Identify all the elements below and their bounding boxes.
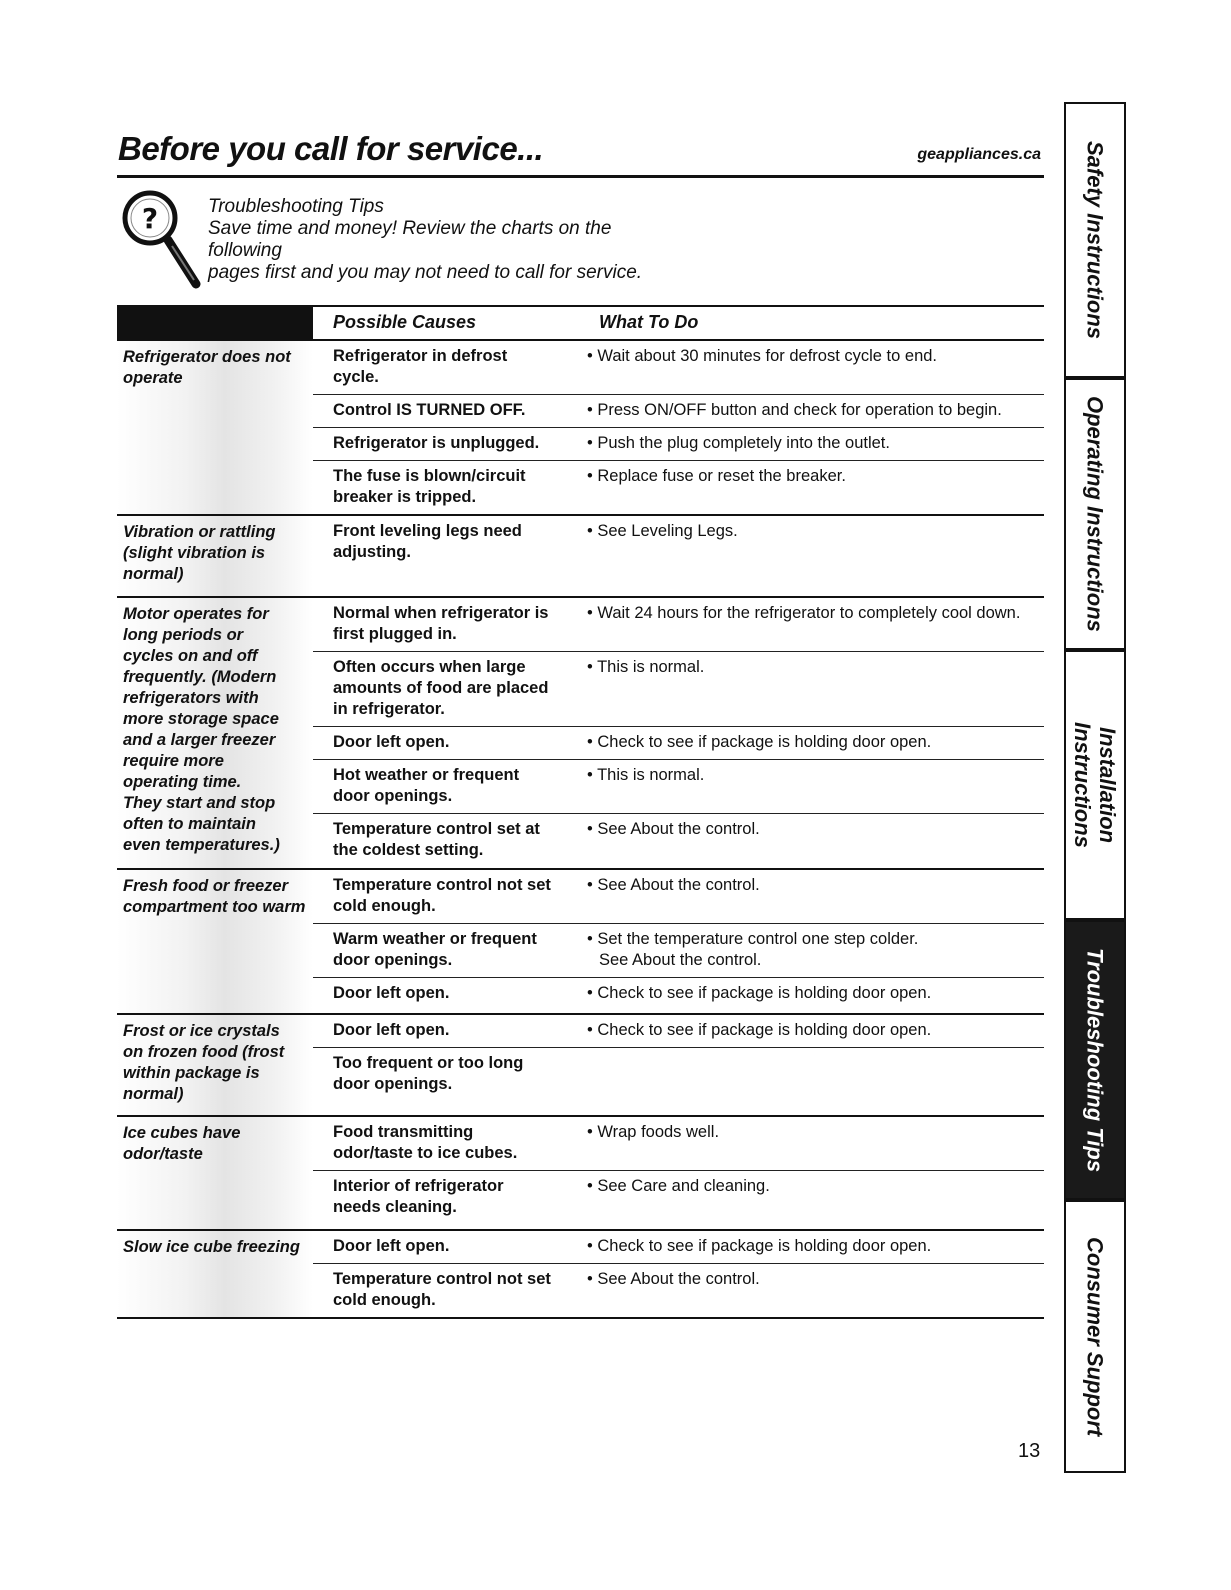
cause-text: Door left open. — [333, 733, 450, 751]
what-to-do — [579, 1048, 1044, 1101]
possible-cause — [313, 870, 579, 923]
cause-rows — [313, 1117, 1044, 1224]
tab-label: Consumer Support — [1082, 1236, 1108, 1437]
what-to-do — [579, 870, 1044, 923]
problem-text: Frost or ice crystals on frozen food (frost within package is normal) — [123, 1022, 285, 1103]
possible-cause — [313, 428, 579, 460]
what-to-do — [579, 652, 1044, 726]
what-to-do — [579, 727, 1044, 759]
page-number: 13 — [1018, 1440, 1041, 1462]
possible-cause — [313, 461, 579, 514]
intro-line-1: Save time and money! Review the charts on the following — [208, 218, 612, 261]
tab-installation-instructions[interactable] — [1064, 650, 1126, 920]
cause-text: Temperature control not set cold enough. — [333, 876, 551, 915]
todo-line: See About the control. — [599, 951, 762, 969]
cause-text: Interior of refrigerator needs cleaning. — [333, 1177, 504, 1216]
what-to-do — [579, 516, 1044, 569]
table-row — [313, 427, 1044, 460]
table-row — [313, 341, 1044, 394]
todo-line: • Push the plug completely into the outlet. — [587, 434, 890, 452]
tab-label: Operating Instructions — [1082, 396, 1108, 632]
table-row — [313, 759, 1044, 813]
problem-section — [117, 341, 1044, 516]
problem-section — [117, 1117, 1044, 1231]
page-title: Before you call for service... — [118, 130, 544, 167]
what-to-do — [579, 428, 1044, 460]
problem-text: Fresh food or freezer compartment too warm — [123, 877, 306, 916]
problem-text: Refrigerator does not operate — [123, 348, 291, 387]
table-row — [313, 870, 1044, 923]
problem-section — [117, 598, 1044, 870]
cause-text: Front leveling legs need adjusting. — [333, 522, 522, 561]
possible-cause — [313, 516, 579, 569]
tab-operating-instructions[interactable] — [1064, 378, 1126, 650]
table-row — [313, 977, 1044, 1010]
problem-label — [117, 870, 313, 1013]
todo-line: • Wrap foods well. — [587, 1123, 720, 1141]
possible-cause — [313, 1117, 579, 1170]
tab-label: Troubleshooting Tips — [1082, 947, 1108, 1173]
todo-line: • Wait about 30 minutes for defrost cycle to end. — [587, 347, 938, 365]
problem-label — [117, 341, 313, 514]
cause-text: Temperature control not set cold enough. — [333, 1270, 551, 1309]
cause-text: Food transmitting odor/taste to ice cubes. — [333, 1123, 518, 1162]
todo-line: • Replace fuse or reset the breaker. — [587, 467, 846, 485]
problem-section — [117, 1015, 1044, 1117]
todo-line: • Check to see if package is holding door open. — [587, 1237, 932, 1255]
what-to-do — [579, 924, 1044, 977]
cause-rows — [313, 1231, 1044, 1317]
todo-line: • See About the control. — [587, 820, 760, 838]
cause-rows — [313, 516, 1044, 569]
cause-text: Too frequent or too long door openings. — [333, 1054, 524, 1093]
intro-text — [208, 196, 678, 284]
cause-text: Refrigerator is unplugged. — [333, 434, 540, 452]
table-row — [313, 923, 1044, 977]
table-body — [117, 341, 1044, 1319]
table-row — [313, 1015, 1044, 1047]
possible-cause — [313, 1231, 579, 1263]
table-row — [313, 651, 1044, 726]
possible-cause — [313, 924, 579, 977]
possible-cause — [313, 1171, 579, 1224]
possible-cause — [313, 814, 579, 867]
cause-text: Often occurs when large amounts of food are placed in refrigerator. — [333, 658, 549, 718]
cause-rows — [313, 870, 1044, 1010]
todo-line: • Set the temperature control one step colder. — [587, 930, 919, 948]
what-to-do — [579, 814, 1044, 867]
tab-safety-instructions[interactable] — [1064, 102, 1126, 378]
possible-cause — [313, 652, 579, 726]
problem-label — [117, 1015, 313, 1115]
todo-line: • See Care and cleaning. — [587, 1177, 770, 1195]
cause-text: Control IS TURNED OFF. — [333, 401, 526, 419]
problem-text: Vibration or rattling (slight vibration is normal) — [123, 523, 276, 583]
todo-line: • See About the control. — [587, 876, 760, 894]
problem-section — [117, 870, 1044, 1015]
todo-line: • This is normal. — [587, 766, 705, 784]
what-to-do — [579, 1264, 1044, 1317]
cause-rows — [313, 341, 1044, 514]
todo-line: • Check to see if package is holding door open. — [587, 1021, 932, 1039]
table-row — [313, 1117, 1044, 1170]
table-header — [117, 305, 1044, 341]
possible-cause — [313, 341, 579, 394]
what-to-do — [579, 1171, 1044, 1224]
todo-line: • Check to see if package is holding door open. — [587, 984, 932, 1002]
table-row — [313, 460, 1044, 514]
possible-cause — [313, 1015, 579, 1047]
troubleshooting-table — [117, 305, 1044, 1319]
what-to-do — [579, 760, 1044, 813]
cause-text: Warm weather or frequent door openings. — [333, 930, 537, 969]
tab-label: Safety Instructions — [1082, 140, 1108, 340]
header-black-block — [117, 305, 313, 339]
problem-label — [117, 1117, 313, 1229]
possible-cause — [313, 1048, 579, 1101]
cause-rows — [313, 598, 1044, 867]
what-to-do — [579, 598, 1044, 651]
cause-text: The fuse is blown/circuit breaker is tripped. — [333, 467, 526, 506]
intro-line-2: pages first and you may not need to call for service. — [208, 262, 643, 283]
table-row — [313, 516, 1044, 569]
website-link[interactable]: geappliances.ca — [917, 146, 1041, 163]
problem-section — [117, 516, 1044, 598]
problem-section — [117, 1231, 1044, 1319]
cause-text: Door left open. — [333, 984, 450, 1002]
possible-cause — [313, 727, 579, 759]
problem-text: Slow ice cube freezing — [123, 1238, 300, 1256]
table-row — [313, 813, 1044, 867]
tab-troubleshooting-tips[interactable] — [1064, 920, 1126, 1200]
todo-line: • Press ON/OFF button and check for operation to begin. — [587, 401, 1002, 419]
table-row — [313, 726, 1044, 759]
table-row — [313, 1231, 1044, 1263]
what-to-do — [579, 341, 1044, 394]
cause-text: Door left open. — [333, 1021, 450, 1039]
column-header-todo: What To Do — [599, 312, 699, 332]
todo-line: • This is normal. — [587, 658, 705, 676]
what-to-do — [579, 1015, 1044, 1047]
possible-cause — [313, 1264, 579, 1317]
cause-text: Normal when refrigerator is first plugged in. — [333, 604, 549, 643]
possible-cause — [313, 395, 579, 427]
section-tabs — [1064, 102, 1130, 1473]
todo-line: • See About the control. — [587, 1270, 760, 1288]
possible-cause — [313, 760, 579, 813]
table-row — [313, 394, 1044, 427]
table-row — [313, 598, 1044, 651]
possible-cause — [313, 598, 579, 651]
what-to-do — [579, 978, 1044, 1010]
todo-line: • Check to see if package is holding door open. — [587, 733, 932, 751]
todo-line: • See Leveling Legs. — [587, 522, 738, 540]
problem-label — [117, 516, 313, 596]
what-to-do — [579, 395, 1044, 427]
table-row — [313, 1047, 1044, 1101]
cause-rows — [313, 1015, 1044, 1101]
title-rule — [117, 175, 1044, 178]
tab-label: Installation Instructions — [1070, 722, 1120, 848]
what-to-do — [579, 1117, 1044, 1170]
todo-line: • Wait 24 hours for the refrigerator to completely cool down. — [587, 604, 1021, 622]
problem-label — [117, 1231, 313, 1317]
magnifier-question-icon — [120, 188, 210, 293]
cause-text: Refrigerator in defrost cycle. — [333, 347, 508, 386]
column-header-causes: Possible Causes — [333, 312, 477, 332]
table-row — [313, 1263, 1044, 1317]
what-to-do — [579, 461, 1044, 514]
what-to-do — [579, 1231, 1044, 1263]
cause-text: Door left open. — [333, 1237, 450, 1255]
tab-consumer-support[interactable] — [1064, 1200, 1126, 1473]
intro-heading: Troubleshooting Tips — [208, 196, 384, 217]
cause-text: Hot weather or frequent door openings. — [333, 766, 520, 805]
table-row — [313, 1170, 1044, 1224]
svg-text:?: ? — [141, 202, 159, 235]
problem-text: Motor operates for long periods or cycles on and off frequently. (Modern refrigerators with more storage space and a larger freezer require more operating time. They start and stop often to maintain even temperatures.) — [123, 605, 280, 854]
problem-label — [117, 598, 313, 868]
problem-text: Ice cubes have odor/taste — [123, 1124, 241, 1163]
possible-cause — [313, 978, 579, 1010]
cause-text: Temperature control set at the coldest setting. — [333, 820, 540, 859]
